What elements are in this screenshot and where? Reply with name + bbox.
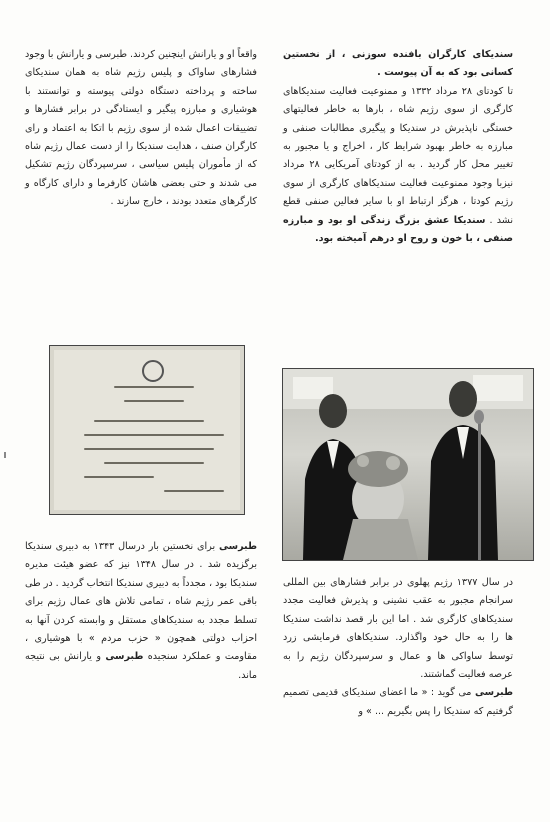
- paragraph-secretary-text: برای نخستین بار درسال ۱۳۴۳ به دبیری سندیکا برگزیده شد . در سال ۱۳۴۸ نیز که عضو هیئت مدیره سندیکا بود ، مجدداً به دبیری سندیکا انتخاب گردید . در طی باقی عمر رژیم شاه ، تمامی تلاش های عمال رژیم برای تسلط مجدد به سندیکاهای مستقل و وابسته کردن آنها به احزاب دولتی همچون « حزب مردم » با هوشیاری ، مقاومت و عملکرد سنجیده: [25, 541, 257, 663]
- paragraph-takeover-text: واقعاً او و یارانش اینچنین کردند. طبرسی و یارانش با وجود فشارهای ساواک و پلیس رژیم شاه به همان سندیکای ساخته و پرداخته دستگاه دولتی پیوسته و توانستند با هوشیاری و مبارزه پیگیر و ایستادگی در برابر فشارها و تضییقات اعمال شده از سوی رژیم با اتکا به اعتماد و رای کارگران صنف ، هدایت سندیکا را از دست عمال رژیم شاه که از مأموران پلیس سیاسی ، سرسپردگان رژیم تشکیل می شدند و حتی بعضی هاشان کارفرما و دارای کارگاه و کارگرهای متعدد بودند ، خارج سازند .: [25, 49, 257, 208]
- paragraph-quote: [283, 684, 513, 721]
- left-column-bottom: [25, 538, 257, 685]
- ceremony-photo: [282, 368, 534, 561]
- paragraph-1977-text: در سال ۱۳۷۷ رژیم پهلوی در برابر فشارهای بین المللی سرانجام مجبور به عقب نشینی و پذیرش فعالیت مجدد سندیکاهای کارگری شد . اما این بار قصد نداشت سندیکا ها را به حال خود واگذارد. سندیکاهای فرمایشی زرد توسط ساواکی ها و عمال و سرسپردگان رژیم را به عرصه فعالیت گماشتند.: [283, 577, 513, 681]
- letter-signature: [164, 490, 224, 492]
- letter-line: [114, 386, 194, 388]
- letter-line: [84, 448, 214, 450]
- letter-line: [104, 462, 204, 464]
- letter-line: [124, 400, 184, 402]
- right-column-top: [283, 46, 513, 248]
- paragraph-secretary: [25, 538, 257, 685]
- paragraph-secretary-tail: و یارانش بی نتیجه ماند.: [25, 651, 257, 681]
- letter-line: [84, 434, 224, 436]
- letter-line: [94, 420, 204, 422]
- paragraph-secretary-lead: طبرسی: [218, 541, 258, 552]
- paragraph-coup-text: تا کودتای ۲۸ مرداد ۱۳۳۲ و ممنوعیت فعالیت سندیکاهای کارگری از سوی رژیم شاه ، بارها به خاطر فعالیتهای خستگی ناپذیرش در سندیکا و پیگیری مطالبات صنفی و مبارزه به خاطر بهبود شرایط کار ، اخراج و یا مجبور به تغییر محل کار گردید . به از کودتای آمریکایی ۲۸ مرداد نیزبا وجود ممنوعیت فعالیت سندیکاهای کارگری از سوی رژیم کودتا ، هرگز ارتباط او با سایر فعالین صنفی قطع نشد .: [283, 85, 514, 226]
- left-column-top: [25, 46, 257, 212]
- paragraph-union-join: [283, 46, 513, 83]
- paragraph-coup: [283, 83, 513, 249]
- paragraph-quote-text: می گوید : « ما اعضای سندیکای قدیمی تصمیم گرفتیم که سندیکا را پس بگیریم ... » و: [283, 687, 513, 717]
- paragraph-1977: [283, 574, 513, 684]
- right-column-bottom: [283, 574, 513, 721]
- paragraph-union-join-text: سندیکای کارگران بافنده سوزنی ، از نخستین کسانی بود که به آن پیوست .: [283, 49, 513, 79]
- letter-paper: [54, 350, 240, 510]
- margin-mark: [4, 452, 6, 458]
- emblem-icon: [142, 360, 164, 382]
- paragraph-quote-lead: طبرسی: [474, 687, 513, 699]
- letter-document-photo: [49, 345, 245, 515]
- paragraph-takeover: [25, 46, 257, 212]
- ceremony-photo-figures: [283, 369, 533, 560]
- paragraph-coup-bold: سندیکا عشق بزرگ زندگی او بود و مبارزه صنفی ، با خون و روح او درهم آمیخته بود.: [283, 214, 513, 245]
- letter-line: [84, 476, 154, 478]
- paragraph-secretary-bold: طبرسی: [105, 651, 144, 663]
